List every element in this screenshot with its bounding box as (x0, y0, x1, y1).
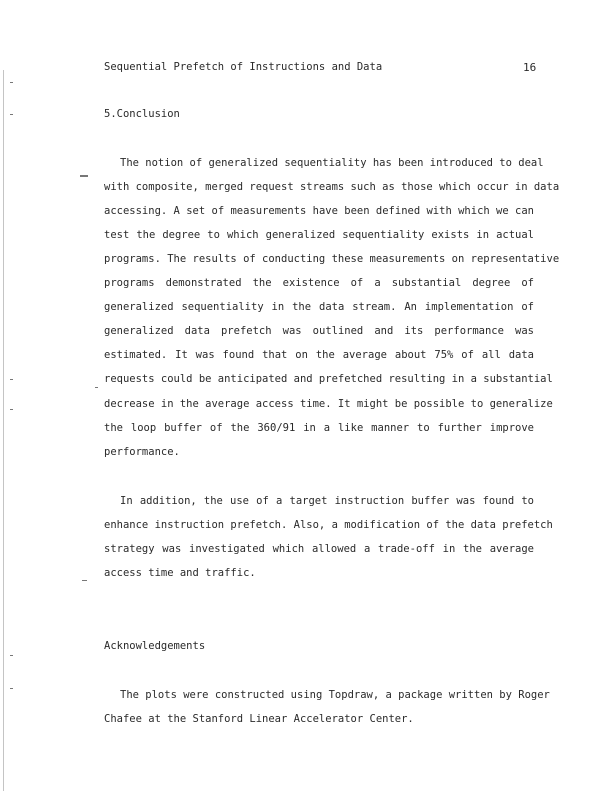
paragraph-1-line: decrease in the average access time. It might be possible to generalize (104, 398, 553, 410)
paragraph-2-line: In addition, the use of a target instruction buffer was found to (120, 495, 534, 507)
scan-speck (10, 409, 13, 410)
paragraph-1-line: accessing. A set of measurements have been defined with which we can (104, 205, 534, 217)
scan-speck (95, 387, 98, 388)
paragraph-1-line: programs demonstrated the existence of a substantial degree of (104, 277, 534, 289)
acknowledgements-line: Chafee at the Stanford Linear Accelerator Center. (104, 713, 414, 725)
scan-speck (10, 114, 13, 115)
scan-speck (10, 655, 13, 656)
paragraph-2-line: access time and traffic. (104, 567, 256, 579)
scan-speck (10, 82, 13, 83)
running-header-title: Sequential Prefetch of Instructions and Data (104, 61, 383, 73)
paragraph-1-line: programs. The results of conducting these measurements on representative (104, 253, 560, 265)
paragraph-2-line: strategy was investigated which allowed a trade-off in the average (104, 543, 534, 555)
paragraph-1-line: generalized data prefetch was outlined and its performance was (104, 325, 534, 337)
paragraph-1-line: performance. (104, 446, 180, 458)
page-edge-rule (3, 70, 4, 791)
scan-speck (80, 175, 88, 177)
paragraph-1-line: requests could be anticipated and prefetched resulting in a substantial (104, 373, 553, 385)
scan-speck (10, 379, 13, 380)
scan-speck (10, 688, 13, 689)
acknowledgements-heading: Acknowledgements (104, 640, 206, 652)
paragraph-1-line: generalized sequentiality in the data stream. An implementation of (104, 301, 534, 313)
paragraph-1-line: with composite, merged request streams such as those which occur in data (104, 181, 560, 193)
paragraph-1-line: the loop buffer of the 360/91 in a like manner to further improve (104, 422, 534, 434)
page-number: 16 (523, 61, 537, 74)
paragraph-1-line: estimated. It was found that on the average about 75% of all data (104, 349, 534, 361)
paragraph-1-line: The notion of generalized sequentiality has been introduced to deal (120, 157, 544, 169)
scan-speck (82, 580, 87, 581)
section-heading: 5.Conclusion (104, 108, 180, 120)
paragraph-2-line: enhance instruction prefetch. Also, a modification of the data prefetch (104, 519, 553, 531)
acknowledgements-line: The plots were constructed using Topdraw, a package written by Roger (120, 689, 550, 701)
paragraph-1-line: test the degree to which generalized sequentiality exists in actual (104, 229, 534, 241)
